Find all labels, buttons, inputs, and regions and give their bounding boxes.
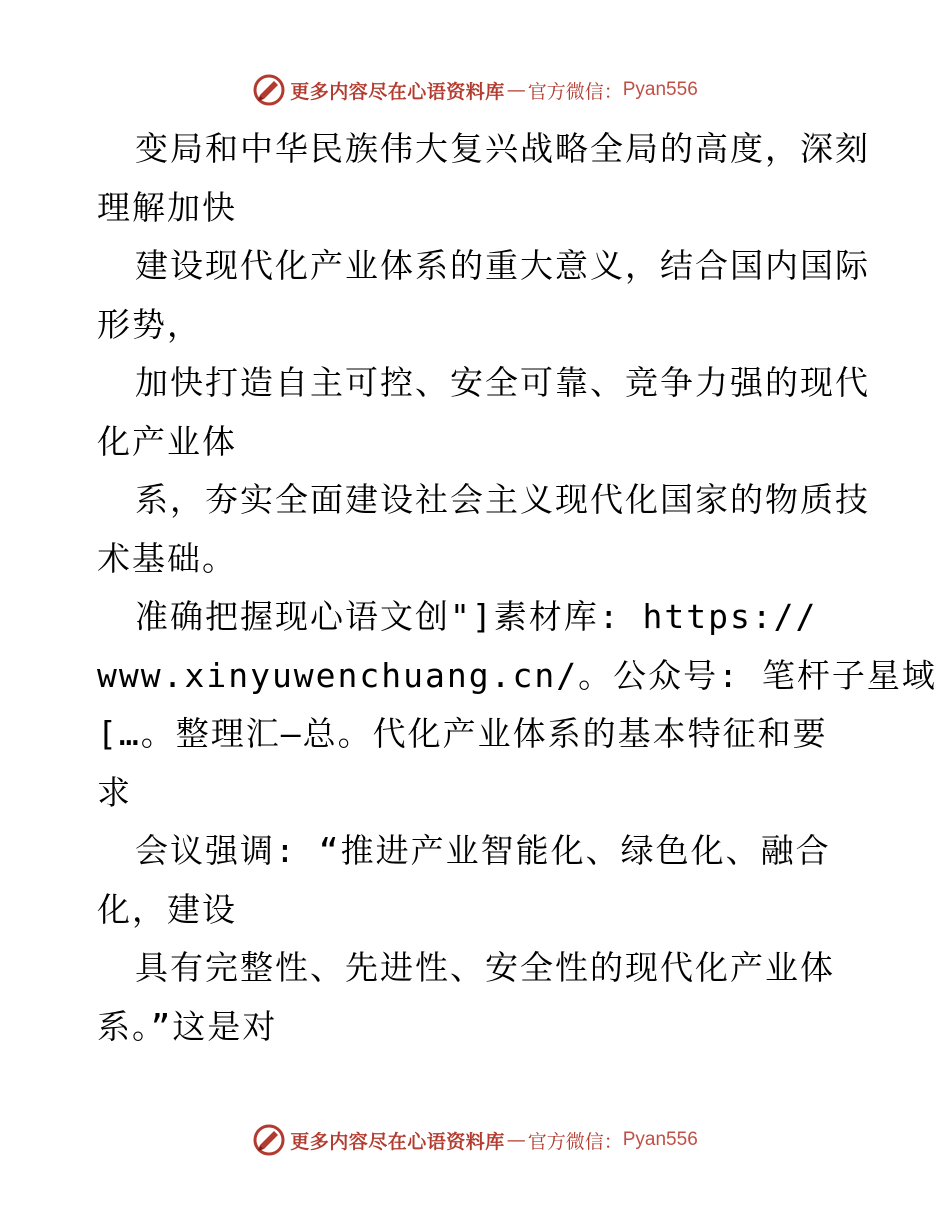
- banner-wechat-label: 官方微信：: [527, 80, 623, 103]
- banner-separator: —: [506, 79, 526, 101]
- banner-title: 更多内容尽在心语资料库: [290, 80, 505, 103]
- text-line: 会议强调: “推进产业智能化、绿色化、融合: [135, 831, 831, 870]
- pen-logo-icon: [252, 73, 286, 107]
- text-line: 系，夯实全面建设社会主义现代化国家的物质技: [135, 480, 870, 519]
- header-banner: [0, 70, 950, 110]
- banner-title: 更多内容尽在心语资料库: [290, 1130, 505, 1153]
- document-body: [97, 120, 937, 1056]
- banner-wechat-id: Pyan556: [622, 1129, 698, 1150]
- text-line: 系。”这是对: [97, 1006, 278, 1046]
- text-line: 理解加快: [97, 187, 237, 227]
- text-line: 准确把握现心语文创"]素材库: https://: [135, 597, 818, 636]
- banner-wechat-label: 官方微信：: [527, 1130, 623, 1153]
- text-line: […。整理汇—总。代化产业体系的基本特征和要: [97, 714, 828, 753]
- banner-separator: —: [506, 1129, 526, 1151]
- text-line: 加快打造自主可控、安全可靠、竞争力强的现代: [135, 363, 870, 402]
- pen-logo-icon: [252, 1123, 286, 1157]
- text-line: 形势，: [97, 304, 202, 344]
- text-line: www.xinyuwenchuang.cn/。公众号: 笔杆子星域: [97, 655, 937, 695]
- text-line: 术基础。: [97, 538, 237, 578]
- banner-wechat-id: Pyan556: [622, 79, 698, 100]
- text-line: 变局和中华民族伟大复兴战略全局的高度，深刻: [135, 129, 870, 168]
- text-line: 化，建设: [97, 889, 237, 929]
- footer-banner: [0, 1120, 950, 1160]
- text-line: 建设现代化产业体系的重大意义，结合国内国际: [135, 246, 870, 285]
- text-line: 具有完整性、先进性、安全性的现代化产业体: [135, 948, 835, 987]
- text-line: 求: [97, 772, 132, 812]
- text-line: 化产业体: [97, 421, 237, 461]
